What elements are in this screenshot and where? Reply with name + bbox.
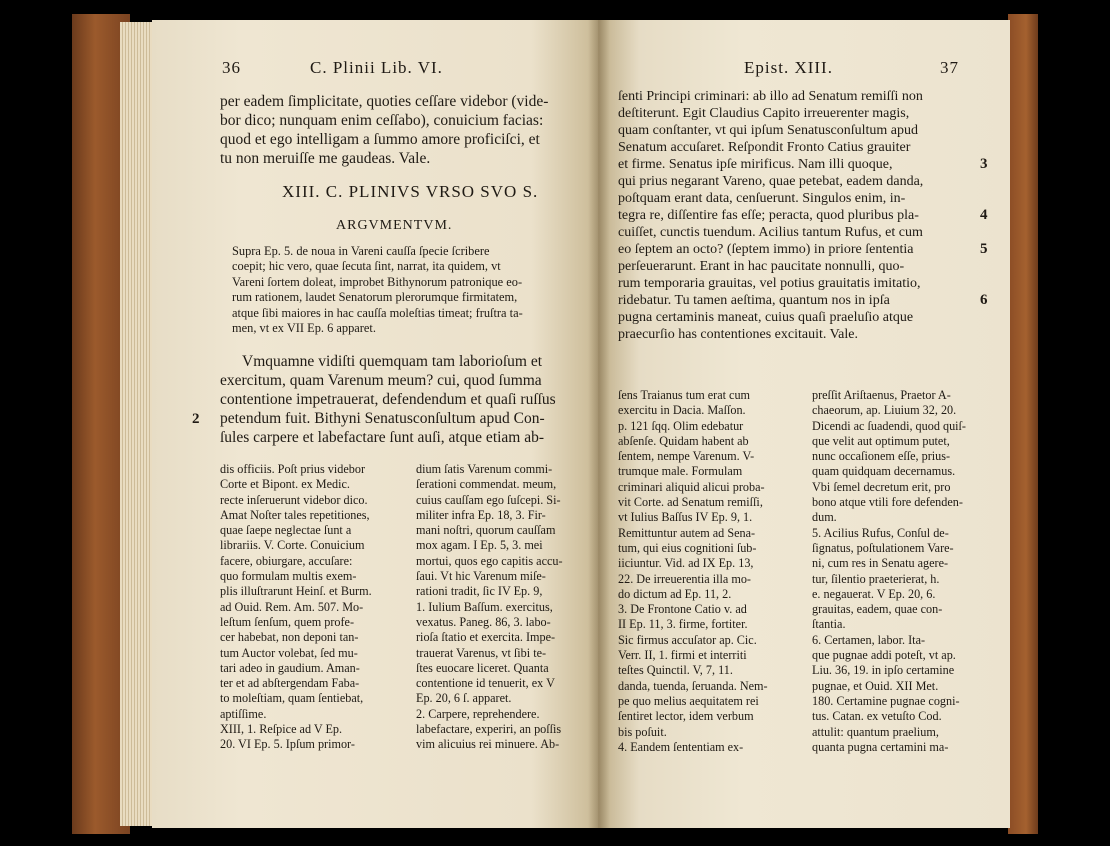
prev-letter-end bbox=[220, 92, 548, 168]
note-line: ſerationi commendat. meum, bbox=[416, 477, 557, 492]
note-line: criminari aliquid alicui proba- bbox=[618, 479, 765, 494]
note-line: Sic firmus accuſator ap. Cic. bbox=[618, 632, 757, 647]
note-line: mortui, quos ego capitis accu- bbox=[416, 553, 563, 568]
note-line: 20. VI Ep. 5. Ipſum primor- bbox=[220, 737, 355, 752]
note-line: abſenſe. Quidam habent ab bbox=[618, 433, 749, 448]
page-edges bbox=[120, 22, 154, 826]
note-line: attulit: quantum praelium, bbox=[812, 724, 939, 739]
note-line: trauerat Varenus, vt ſibi te- bbox=[416, 645, 547, 660]
note-line: e. negauerat. V Ep. 20, 6. bbox=[812, 586, 936, 601]
note-line: ſignatus, poſtulationem Vare- bbox=[812, 540, 954, 555]
note-line: ſentiret lector, idem verbum bbox=[618, 709, 754, 724]
note-line: dium ſatis Varenum commi- bbox=[416, 462, 553, 476]
text-line: petendum fuit. Bithyni Senatusconſultum apud Con- bbox=[220, 410, 545, 427]
book-cover-right bbox=[1008, 14, 1038, 834]
margin-number: 6 bbox=[980, 292, 988, 308]
note-line: quam quidquam decernamus. bbox=[812, 464, 956, 479]
note-line: aptiſſime. bbox=[220, 706, 267, 721]
book-gutter bbox=[588, 20, 610, 828]
note-line: que velit aut optimum putet, bbox=[812, 433, 950, 448]
note-line: ſens Traianus tum erat cum bbox=[618, 388, 751, 402]
note-line: cuius cauſſam ego ſuſcepi. Si- bbox=[416, 492, 561, 507]
text-line: ridebatur. Tu tamen aeſtima, quantum nos in ipſa bbox=[618, 293, 890, 308]
text-line: atque ſibi maiores in hac cauſſa moleſtias timeat; fruſtra ta- bbox=[232, 305, 523, 320]
note-line: que pugnae addi poteſt, vt ap. bbox=[812, 648, 956, 663]
left-running-head: C. Plinii Lib. VI. bbox=[310, 58, 443, 77]
note-line: 5. Acilius Rufus, Conſul de- bbox=[812, 525, 949, 540]
note-line: II Ep. 11, 3. firme, fortiter. bbox=[618, 617, 748, 632]
note-line: 180. Certamine pugnae cogni- bbox=[812, 693, 960, 708]
text-line: praecurſio has contentiones excitauit. Vale. bbox=[618, 327, 858, 342]
note-line: ſaui. Vt hic Varenum miſe- bbox=[416, 569, 546, 584]
note-line: preſſit Ariſtaenus, Praetor A- bbox=[812, 388, 951, 402]
note-line: contentione id tenuerit, ex V bbox=[416, 676, 555, 691]
text-line: deſtiterunt. Egit Claudius Capito irreuerenter magis, bbox=[618, 106, 910, 121]
note-line: plis illuſtrarunt Heinſ. et Burm. bbox=[220, 584, 372, 599]
note-line: ſentem, nempe Varenum. V- bbox=[618, 449, 755, 464]
text-line: ſenti Principi criminari: ab illo ad Senatum remiſſi non bbox=[618, 89, 923, 104]
note-line: danda, tuenda, ſeruanda. Nem- bbox=[618, 678, 768, 693]
note-line: bono atque vtili fore defenden- bbox=[812, 495, 963, 510]
text-line: Senatum accuſaret. Reſpondit Fronto Catius grauiter bbox=[618, 140, 911, 155]
note-line: facere, obiurgare, accuſare: bbox=[220, 553, 353, 568]
note-line: tus. Catan. ex vetuſto Cod. bbox=[812, 709, 942, 724]
margin-number: 2 bbox=[192, 411, 200, 427]
note-line: iiciuntur. Vid. ad IX Ep. 13, bbox=[618, 556, 754, 571]
note-line: grauitas, eadem, quae con- bbox=[812, 602, 943, 617]
margin-number: 5 bbox=[980, 241, 988, 257]
note-line: dis officiis. Poſt prius videbor bbox=[220, 462, 366, 476]
letter-body-continued bbox=[618, 88, 923, 343]
notes-column-left bbox=[618, 388, 768, 755]
right-page-number: 37 bbox=[940, 58, 959, 77]
text-line: bor dico; nunquam enim ceſſabo), conuicium facias: bbox=[220, 112, 544, 129]
left-page-number: 36 bbox=[222, 58, 241, 77]
text-line: tegra re, diſſentire fas eſſe; peracta, quod pluribus pla- bbox=[618, 208, 919, 223]
text-line: quod et ego intelligam a ſummo amore proficiſci, et bbox=[220, 131, 540, 148]
note-line: rioſa ſtatio et exercita. Impe- bbox=[416, 630, 556, 645]
text-line: qui prius negarant Vareno, quae petebat, eadem danda, bbox=[618, 174, 924, 189]
text-line: Supra Ep. 5. de noua in Vareni cauſſa ſpecie ſcribere bbox=[232, 244, 490, 258]
note-line: librariis. V. Corte. Conuicium bbox=[220, 538, 365, 553]
note-line: quo formulam multis exem- bbox=[220, 569, 357, 584]
note-line: vt Iulius Baſſus IV Ep. 9, 1. bbox=[618, 510, 753, 525]
text-line: rum rationem, laudet Senatorum plerorumque firmitatem, bbox=[232, 290, 518, 305]
text-line: Vareni ſortem doleat, improbet Bithynorum patronique eo- bbox=[232, 274, 523, 289]
text-line: cuiſſet, cunctis tuendum. Acilius tantum Rufus, et cum bbox=[618, 225, 923, 240]
letter-body-start bbox=[220, 352, 556, 447]
text-line: coepit; hic vero, quae ſecuta ſint, narrat, ita quidem, vt bbox=[232, 259, 501, 274]
note-line: mox agam. I Ep. 5, 3. mei bbox=[416, 538, 543, 553]
note-line: 2. Carpere, reprehendere. bbox=[416, 706, 540, 721]
argument-text bbox=[232, 244, 523, 336]
note-line: 4. Eandem ſententiam ex- bbox=[618, 739, 744, 754]
text-line: tu non meruiſſe me gaudeas. Vale. bbox=[220, 150, 431, 167]
note-line: quae ſaepe neglectae ſunt a bbox=[220, 523, 352, 538]
note-line: ſtes euocare liceret. Quanta bbox=[416, 660, 549, 675]
note-line: vim alicuius rei minuere. Ab- bbox=[416, 737, 560, 752]
note-line: ſtantia. bbox=[812, 617, 846, 632]
note-line: leſtum ſenſum, quem profe- bbox=[220, 614, 355, 629]
note-line: dum. bbox=[812, 510, 837, 525]
note-line: tum Auctor volebat, ſed mu- bbox=[220, 645, 358, 660]
note-line: bis poſuit. bbox=[618, 724, 667, 739]
note-line: chaeorum, ap. Liuium 32, 20. bbox=[812, 403, 957, 418]
note-line: exercitu in Dacia. Maſſon. bbox=[618, 403, 746, 418]
note-line: 6. Certamen, labor. Ita- bbox=[812, 632, 926, 647]
note-line: Ep. 20, 6 ſ. apparet. bbox=[416, 691, 512, 706]
note-line: quanta pugna certamini ma- bbox=[812, 739, 949, 754]
text-line: men, vt ex VII Ep. 6 apparet. bbox=[232, 321, 376, 336]
note-line: cer habebat, non deponi tan- bbox=[220, 630, 359, 645]
note-line: rationi tradit, ſic IV Ep. 9, bbox=[416, 584, 543, 599]
note-line: p. 121 ſqq. Olim edebatur bbox=[618, 418, 744, 433]
note-line: XIII, 1. Reſpice ad V Ep. bbox=[220, 722, 343, 737]
text-line: contentione impetrauerat, defendendum et quaſi ruſſus bbox=[220, 391, 556, 408]
text-line: eo ſeptem an octo? (ſeptem immo) in priore ſententia bbox=[618, 242, 914, 257]
note-line: to moleſtiam, quam ſentiebat, bbox=[220, 691, 364, 706]
argument-heading: ARGVMENTVM. bbox=[336, 218, 453, 233]
note-line: tum, qui eius cognitioni ſub- bbox=[618, 540, 757, 555]
note-line: Verr. II, 1. firmi et interriti bbox=[618, 648, 747, 663]
left-page bbox=[152, 20, 598, 828]
note-line: nunc occaſionem eſſe, prius- bbox=[812, 449, 951, 464]
note-line: ter et ad abſtergendam Faba- bbox=[220, 676, 360, 691]
note-line: mani noſtri, quorum cauſſam bbox=[416, 523, 556, 538]
margin-number: 3 bbox=[980, 156, 988, 172]
note-line: tari adeo in gaudium. Aman- bbox=[220, 660, 360, 675]
note-line: Vbi ſemel decretum erit, pro bbox=[812, 479, 951, 494]
text-line: perſeuerarunt. Erant in hac paucitate nonnulli, quo- bbox=[618, 259, 905, 274]
text-line: exercitum, quam Varenum meum? cui, quod ſumma bbox=[220, 372, 542, 389]
note-line: Remittuntur autem ad Sena- bbox=[618, 525, 756, 540]
notes-column-right bbox=[416, 462, 563, 753]
note-line: vexatus. Paneg. 86, 3. labo- bbox=[416, 614, 551, 629]
right-page bbox=[598, 20, 1010, 828]
note-line: Liu. 36, 19. in ipſo certamine bbox=[812, 663, 955, 678]
note-line: Amat Noſter tales repetitiones, bbox=[220, 507, 370, 522]
note-line: 3. De Frontone Catio v. ad bbox=[618, 602, 747, 617]
note-line: pugnae, et Ouid. XII Met. bbox=[812, 678, 939, 693]
notes-column-right bbox=[812, 388, 966, 755]
note-line: militer infra Ep. 18, 3. Fir- bbox=[416, 507, 546, 522]
note-line: Corte et Bipont. ex Medic. bbox=[220, 477, 350, 492]
right-running-head: Epist. XIII. bbox=[744, 58, 833, 77]
note-line: trumque male. Formulam bbox=[618, 464, 743, 479]
margin-number: 4 bbox=[980, 207, 988, 223]
note-line: Dicendi ac ſuadendi, quod quiſ- bbox=[812, 418, 966, 433]
note-line: ad Ouid. Rem. Am. 507. Mo- bbox=[220, 599, 364, 614]
note-line: tur, ſilentio praeterierat, h. bbox=[812, 571, 940, 586]
note-line: teſtes Quinctil. V, 7, 11. bbox=[618, 663, 733, 678]
open-book bbox=[72, 14, 1038, 834]
note-line: 22. De irreuerentia illa mo- bbox=[618, 571, 751, 586]
text-line: ſules carpere et labefactare ſunt auſi, atque etiam ab- bbox=[220, 429, 545, 446]
note-line: labefactare, experiri, an poſſis bbox=[416, 722, 562, 737]
text-line: et firme. Senatus ipſe mirificus. Nam illi quoque, bbox=[618, 157, 893, 172]
note-line: 1. Iulium Baſſum. exercitus, bbox=[416, 599, 553, 614]
letter-title: XIII. C. PLINIVS VRSO SVO S. bbox=[282, 182, 539, 201]
text-line: quam conſtanter, vt qui ipſum Senatusconſultum apud bbox=[618, 123, 919, 138]
text-line: per eadem ſimplicitate, quoties ceſſare videbor (vide- bbox=[220, 93, 549, 110]
notes-column-left bbox=[220, 462, 372, 753]
note-line: ni, cum res in Senatu agere- bbox=[812, 556, 949, 571]
note-line: do dictum ad Ep. 11, 2. bbox=[618, 586, 732, 601]
text-line: poſtquam erant data, cenſuerunt. Singulos enim, in- bbox=[618, 191, 906, 206]
text-line: Vmquamne vidiſti quemquam tam laborioſum et bbox=[242, 353, 543, 370]
text-line: pugna certaminis maneat, cuius quaſi praeluſio atque bbox=[618, 310, 914, 325]
note-line: pe quo melius aequitatem rei bbox=[618, 693, 759, 708]
text-line: rum temporaria grauitas, vel potius grauitatis imitatio, bbox=[618, 276, 921, 291]
note-line: recte inſeruerunt videbor dico. bbox=[220, 492, 368, 507]
note-line: vit Corte. ad Senatum remiſſi, bbox=[618, 495, 763, 510]
